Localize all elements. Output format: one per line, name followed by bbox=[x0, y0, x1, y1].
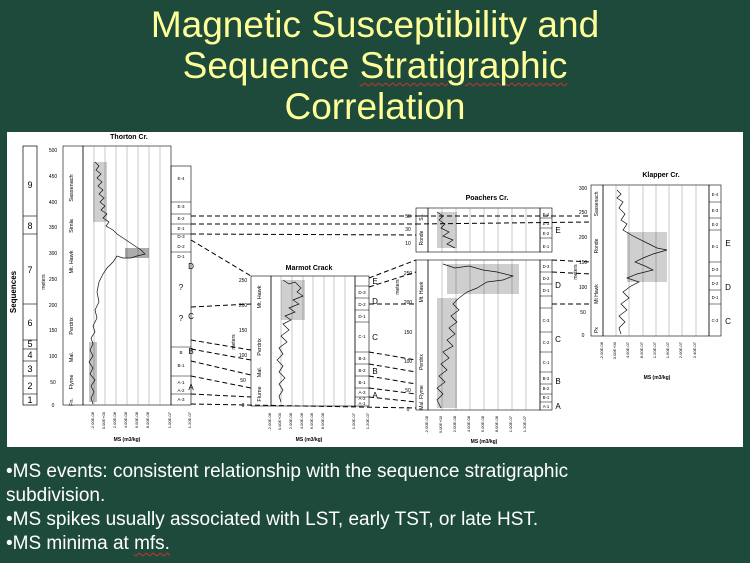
thorton-unit-a3: A-3 bbox=[177, 397, 185, 402]
section-thorton bbox=[41, 134, 194, 443]
thorton-formation-perdrix: Perdrix bbox=[69, 317, 75, 335]
thorton-unit-e2: E-2 bbox=[177, 216, 185, 221]
poachers-meters-label: meters bbox=[395, 279, 401, 295]
poachers-letter-d: D bbox=[555, 281, 561, 290]
poachers-unit-e1: E-1 bbox=[542, 244, 550, 249]
marmot-formation-perdrix: Perdrix bbox=[257, 338, 263, 356]
poachers-unit-d2: D-2 bbox=[542, 276, 550, 281]
poachers-unit-e4: E-4 bbox=[542, 212, 550, 217]
klapper-depth-50: 50 bbox=[580, 310, 586, 316]
poachers-xtick-2: 2.00E-08 bbox=[452, 416, 457, 433]
poachers-xtick-6: 1.00E-07 bbox=[508, 416, 513, 433]
bullet-2: •MS spikes usually associated with LST, early TST, or late HST. bbox=[6, 509, 539, 530]
marmot-letter-d: D bbox=[372, 297, 378, 306]
marmot-depth-100: 100 bbox=[238, 353, 248, 359]
title-line-2 bbox=[0, 45, 750, 86]
poachers-letter-a: A bbox=[555, 402, 561, 411]
thorton-formation-sassenach: Sassenach bbox=[69, 174, 75, 202]
klapper-ms-band bbox=[627, 232, 667, 282]
sequence-8: 8 bbox=[27, 221, 33, 231]
klapper-depth-300: 300 bbox=[578, 186, 588, 192]
sequence-4: 4 bbox=[27, 350, 33, 360]
correlation-line bbox=[191, 340, 251, 350]
klapper-xtick-1: 0.00E+00 bbox=[612, 342, 617, 360]
marmot-meters-label: meters bbox=[231, 334, 237, 350]
thorton-letter-c: C bbox=[188, 312, 194, 321]
thorton-unit-d3: D-3 bbox=[177, 234, 185, 239]
marmot-depth-250: 250 bbox=[238, 278, 248, 284]
poachers-xtick-5: 8.00E-08 bbox=[494, 416, 499, 433]
thorton-unit-d2: D-2 bbox=[177, 244, 185, 249]
marmot-letter-c: C bbox=[372, 333, 378, 342]
thorton-xtick-4: 6.00E-08 bbox=[134, 412, 139, 429]
marmot-unit-b3: B-3 bbox=[358, 356, 366, 361]
correlation-line bbox=[191, 394, 251, 397]
poachers-depth-10: 10 bbox=[405, 241, 411, 247]
thorton-unit-a1: A-1 bbox=[177, 380, 185, 385]
poachers-formation-mt-hawk: Mt. Hawk bbox=[419, 281, 425, 303]
thorton-letter-b: B bbox=[188, 347, 194, 356]
marmot-letter-e: E bbox=[372, 277, 378, 286]
thorton-ms-lower-band bbox=[89, 342, 97, 402]
marmot-unit-a3: A-3 bbox=[358, 390, 366, 395]
marmot-xtick-3: 4.00E-08 bbox=[299, 413, 304, 430]
poachers-depth-250: 250 bbox=[403, 271, 413, 277]
marmot-x-label: MS (m3/kg) bbox=[295, 437, 323, 443]
correlation-figure bbox=[7, 132, 743, 447]
klapper-unit-e3: E-3 bbox=[711, 208, 719, 213]
correlation-line bbox=[369, 352, 416, 360]
correlation-line bbox=[191, 404, 416, 408]
marmot-xtick-5: 8.00E-08 bbox=[320, 413, 325, 430]
marmot-xtick-2: 2.00E-08 bbox=[288, 413, 293, 430]
marmot-unit-b2: B-2 bbox=[358, 368, 366, 373]
marmot-unit-d2: D-2 bbox=[358, 302, 366, 307]
poachers-unit-c3: C-3 bbox=[542, 318, 550, 323]
thorton-depth-150: 150 bbox=[48, 328, 58, 334]
thorton-depth-300: 300 bbox=[48, 251, 58, 257]
thorton-depth-500: 500 bbox=[48, 148, 58, 154]
poachers-letter-c: C bbox=[555, 335, 561, 344]
poachers-unit-e3: E-3 bbox=[542, 221, 550, 226]
poachers-unit-d3: D-3 bbox=[542, 264, 550, 269]
marmot-unit-d1: D-1 bbox=[358, 314, 366, 319]
correlation-line bbox=[191, 361, 251, 375]
thorton-xtick-2: 2.00E-08 bbox=[112, 412, 117, 429]
poachers-formation-mal: Mal. bbox=[419, 400, 425, 410]
klapper-letter-c: C bbox=[725, 317, 731, 326]
klapper-depth-100: 100 bbox=[578, 285, 588, 291]
thorton-xtick-6: 1.00E-07 bbox=[167, 412, 172, 429]
poachers-letter-b: B bbox=[555, 377, 561, 386]
klapper-letter-e: E bbox=[725, 239, 731, 248]
poachers-depth-0: 0 bbox=[406, 407, 410, 413]
poachers-depth-150: 150 bbox=[403, 330, 413, 336]
bullet-3 bbox=[6, 532, 746, 556]
correlation-line bbox=[369, 376, 416, 384]
klapper-unit-d2: D-2 bbox=[711, 281, 719, 286]
klapper-formation-mt-hawk: Mt Hawk bbox=[594, 284, 600, 304]
poachers-unit-e2: E-2 bbox=[542, 231, 550, 236]
marmot-formation-mt-hawk: Mt. Hawk bbox=[257, 285, 263, 309]
thorton-depth-0: 0 bbox=[51, 403, 55, 409]
klapper-letter-d: D bbox=[725, 283, 731, 292]
klapper-xtick-5: 1.60E-07 bbox=[665, 342, 670, 359]
klapper-depth-0: 0 bbox=[581, 333, 585, 339]
thorton-formation-fn: Fn. bbox=[69, 398, 75, 406]
thorton-xtick-3: 4.00E-08 bbox=[123, 412, 128, 429]
marmot-unit-d3: D-3 bbox=[358, 290, 366, 295]
marmot-unit-c1: C-1 bbox=[358, 334, 366, 339]
poachers-depth-30: 30 bbox=[405, 227, 411, 233]
klapper-unit-d3: D-3 bbox=[711, 267, 719, 272]
thorton-title: Thorton Cr. bbox=[110, 134, 148, 141]
poachers-unit-c1: C-1 bbox=[542, 360, 550, 365]
poachers-unit-b3: B-3 bbox=[542, 376, 550, 381]
thorton-unit-a2: A-2 bbox=[177, 388, 185, 393]
marmot-xtick-1: 0.00E+00 bbox=[277, 413, 282, 431]
thorton-xtick-1: 0.00E+00 bbox=[101, 412, 106, 430]
poachers-title: Poachers Cr. bbox=[465, 195, 509, 202]
correlation-diagram bbox=[7, 132, 743, 447]
marmot-letter-b: B bbox=[372, 367, 378, 376]
marmot-ms-upper-band bbox=[281, 280, 305, 320]
klapper-depth-200: 200 bbox=[578, 235, 588, 241]
poachers-unit-a1: A-1 bbox=[542, 404, 550, 409]
marmot-depth-0: 0 bbox=[241, 403, 245, 409]
marmot-xtick-0: -2.00E-08 bbox=[267, 413, 272, 431]
correlation-line bbox=[191, 234, 416, 235]
poachers-depth-50: 50 bbox=[405, 214, 411, 220]
poachers-xtick-7: 1.20E-07 bbox=[522, 416, 527, 433]
thorton-letter-q2: ? bbox=[178, 314, 184, 323]
marmot-unit-column bbox=[355, 276, 369, 406]
thorton-depth-400: 400 bbox=[48, 200, 58, 206]
marmot-xtick-6: 1.00E-07 bbox=[351, 413, 356, 430]
sequence-6: 6 bbox=[27, 318, 33, 328]
poachers-formation-sa: Sa. bbox=[419, 213, 425, 221]
marmot-depth-50: 50 bbox=[240, 378, 246, 384]
marmot-formation-flume: Flume bbox=[257, 386, 263, 402]
poachers-xtick-4: 6.00E-08 bbox=[480, 416, 485, 433]
poachers-ms-spike-band bbox=[447, 264, 519, 294]
bullet-3-text: •MS minima at bbox=[6, 533, 135, 554]
sequence-7: 7 bbox=[27, 265, 33, 275]
klapper-formation-sassenach: Sassenach bbox=[594, 191, 600, 217]
poachers-xtick-1: 0.00E+00 bbox=[438, 416, 443, 434]
klapper-xtick-0: -2.00E-08 bbox=[599, 342, 604, 360]
thorton-formation-simla: Simla bbox=[69, 219, 75, 233]
thorton-letter-q1: ? bbox=[178, 283, 184, 292]
klapper-depth-250: 250 bbox=[578, 210, 588, 216]
sequence-5: 5 bbox=[27, 339, 33, 349]
thorton-formation-mal: Mal. bbox=[69, 351, 75, 363]
thorton-depth-50: 50 bbox=[50, 380, 56, 386]
sequence-2: 2 bbox=[27, 381, 33, 391]
marmot-xtick-4: 6.00E-08 bbox=[309, 413, 314, 430]
thorton-depth-450: 450 bbox=[48, 174, 58, 180]
bullet-1-continuation: subdivision. bbox=[6, 485, 106, 506]
klapper-xtick-4: 1.20E-07 bbox=[652, 342, 657, 359]
sequences-label: Sequences bbox=[9, 270, 18, 314]
thorton-meters-label: meters bbox=[41, 274, 47, 290]
poachers-formation-perdrix: Perdrix bbox=[419, 354, 425, 370]
thorton-ms-spike bbox=[125, 248, 149, 258]
klapper-formation-px: Px bbox=[594, 327, 600, 333]
marmot-depth-200: 200 bbox=[238, 303, 248, 309]
thorton-formation-flyme: Flyme bbox=[69, 374, 75, 390]
thorton-unit-e3: E-3 bbox=[177, 204, 185, 209]
marmot-unit-b1: B-1 bbox=[358, 380, 366, 385]
correlation-line bbox=[191, 240, 251, 276]
thorton-unit-b: B bbox=[179, 350, 183, 355]
poachers-letter-e: E bbox=[555, 226, 561, 235]
title-line-2-b: Stratigraphic bbox=[359, 45, 568, 86]
poachers-unit-c2: C-2 bbox=[542, 340, 550, 345]
klapper-formation-ronde: Ronde bbox=[594, 238, 600, 254]
poachers-xtick-3: 4.00E-08 bbox=[466, 416, 471, 433]
klapper-xtick-7: 2.40E-07 bbox=[692, 342, 697, 359]
klapper-xtick-3: 8.00E-07 bbox=[639, 342, 644, 359]
klapper-unit-c3: C-3 bbox=[711, 318, 719, 323]
marmot-xtick-7: 1.20E-07 bbox=[365, 413, 370, 430]
thorton-xtick-7: 1.20E-07 bbox=[187, 412, 192, 429]
poachers-formation-flyme: Flyme bbox=[419, 385, 425, 399]
klapper-x-label: MS (m3/kg) bbox=[643, 375, 671, 381]
poachers-ms-lower-band bbox=[437, 298, 457, 408]
correlation-line bbox=[552, 272, 591, 274]
thorton-formation-mt-hawk: Mt. Hawk bbox=[69, 250, 75, 274]
klapper-title: Klapper Cr. bbox=[642, 172, 680, 179]
thorton-unit-b1: B-1 bbox=[177, 363, 185, 368]
poachers-unit-d1: D-1 bbox=[542, 288, 550, 293]
thorton-depth-350: 350 bbox=[48, 225, 58, 231]
klapper-xtick-2: 4.00E-07 bbox=[625, 342, 630, 359]
marmot-depth-150: 150 bbox=[238, 328, 248, 334]
thorton-depth-250: 250 bbox=[48, 277, 58, 283]
title-line-3: Correlation bbox=[284, 86, 466, 127]
klapper-depth-150: 150 bbox=[578, 260, 588, 266]
poachers-formation-ronde: Ronde bbox=[419, 230, 425, 246]
thorton-depth-100: 100 bbox=[48, 354, 58, 360]
bullet-list bbox=[6, 460, 746, 556]
thorton-ms-upper-band bbox=[93, 162, 107, 222]
title-line-2-a: Sequence bbox=[182, 45, 360, 86]
klapper-unit-e1: E-1 bbox=[711, 244, 719, 249]
thorton-x-label: MS (m3/kg) bbox=[113, 437, 141, 443]
slide-title bbox=[0, 4, 750, 127]
section-poachers bbox=[395, 195, 561, 445]
klapper-unit-d1: D-1 bbox=[711, 295, 719, 300]
klapper-unit-e2: E-2 bbox=[711, 222, 719, 227]
poachers-depth-50b: 50 bbox=[405, 388, 411, 394]
thorton-xtick-5: 8.00E-08 bbox=[145, 412, 150, 429]
thorton-depth-200: 200 bbox=[48, 303, 58, 309]
thorton-unit-d1: D-1 bbox=[177, 254, 185, 259]
sequence-1: 1 bbox=[27, 395, 33, 405]
title-line-1: Magnetic Susceptibility and bbox=[150, 4, 600, 45]
bullet-3-mfs: mfs. bbox=[134, 533, 170, 554]
thorton-letter-a: A bbox=[188, 383, 194, 392]
sequence-9: 9 bbox=[27, 180, 33, 190]
poachers-xtick-0: -2.00E-08 bbox=[424, 416, 429, 434]
klapper-meters-label: meters bbox=[573, 264, 579, 280]
poachers-depth-100: 100 bbox=[403, 359, 413, 365]
marmot-title: Marmot Crack bbox=[285, 265, 333, 272]
marmot-formation-mal: Mal. bbox=[257, 366, 263, 378]
thorton-unit-e4: E-4 bbox=[177, 176, 185, 181]
thorton-letter-d: D bbox=[188, 262, 194, 271]
poachers-unit-b1: B-1 bbox=[542, 395, 550, 400]
poachers-unit-b2: B-2 bbox=[542, 386, 550, 391]
marmot-letter-a: A bbox=[372, 391, 378, 400]
klapper-unit-e4: E-4 bbox=[711, 192, 719, 197]
klapper-xtick-6: 2.00E-07 bbox=[678, 342, 683, 359]
thorton-xtick-0: -2.00E-08 bbox=[90, 412, 95, 430]
thorton-unit-e1: E-1 bbox=[177, 226, 185, 231]
marmot-unit-a2: A-2 bbox=[358, 396, 366, 401]
poachers-upper-ms-band bbox=[437, 212, 457, 248]
poachers-x-label: MS (m3/kg) bbox=[470, 439, 498, 445]
bullet-1: •MS events: consistent relationship with the sequence stratigraphic bbox=[6, 461, 569, 482]
poachers-depth-200: 200 bbox=[403, 300, 413, 306]
marmot-unit-a1: A-1 bbox=[358, 401, 366, 406]
sequence-3: 3 bbox=[27, 364, 33, 374]
